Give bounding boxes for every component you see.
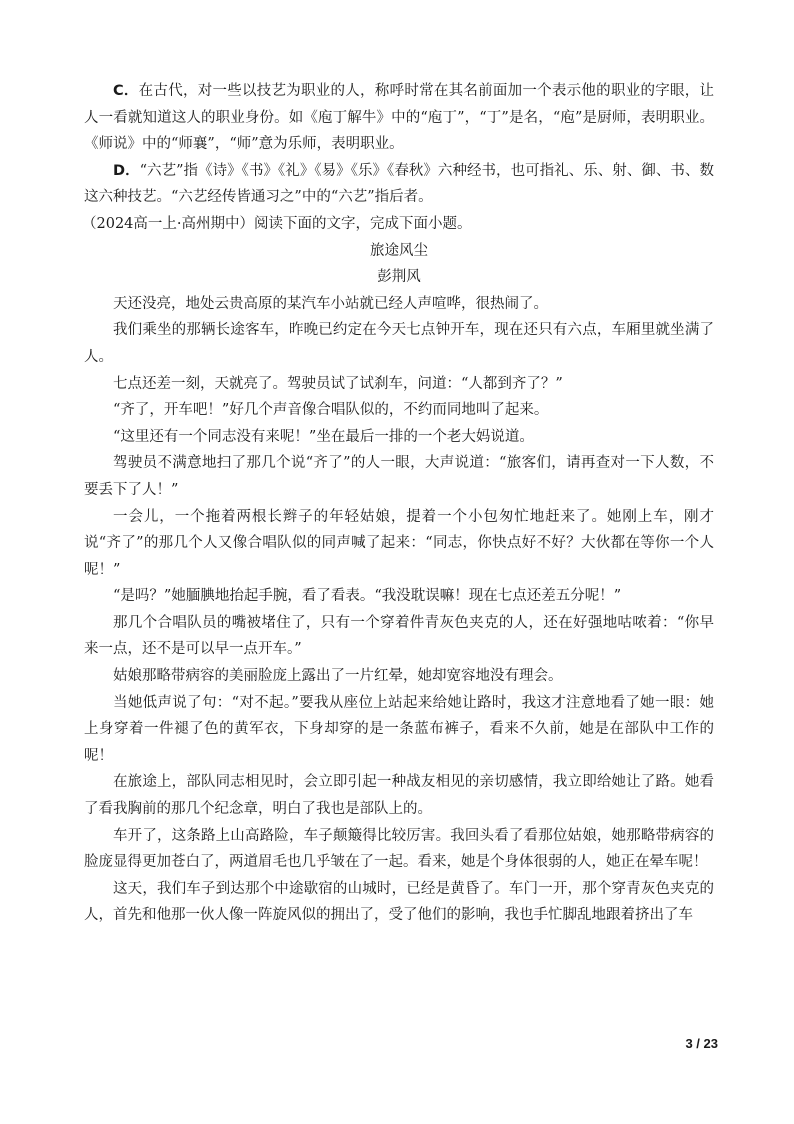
option-d xyxy=(84,158,714,211)
article-paragraph: “这里还有一个同志没有来呢！”坐在最后一排的一个老大妈说道。 xyxy=(113,428,534,445)
article-paragraph: 驾驶员不满意地扫了那几个说“齐了”的人一眼，大声说道：“旅客们，请再查对一下人数，不要丢下了人！” xyxy=(84,455,714,498)
article-title: 旅途风尘 xyxy=(370,242,428,259)
article-paragraph: 我们乘坐的那辆长途客车，昨晚已约定在今天七点钟开车，现在还只有六点，车厢里就坐满了人。 xyxy=(84,322,714,365)
option-c-label: C． xyxy=(113,83,139,99)
article-paragraph: 车开了，这条路上山高路险，车子颠簸得比较厉害。我回头看了看那位姑娘，她那略带病容的脸庞显得更加苍白了，两道眉毛也几乎皱在了一起。看来，她是个身体很弱的人，她正在晕车呢！ xyxy=(84,827,714,871)
question-source-note: （2024高一上·高州期中）阅读下面的文字，完成下面小题。 xyxy=(82,215,472,232)
option-d-text: “六艺”指《诗》《书》《礼》《易》《乐》《春秋》六种经书，也可指礼、乐、射、御、书、数这六种技艺。“六艺经传皆通习之”中的“六艺”指后者。 xyxy=(84,162,714,206)
page-number: 3 / 23 xyxy=(685,1036,718,1051)
article-paragraph: 那几个合唱队员的嘴被堵住了，只有一个穿着件青灰色夹克的人，还在好强地咕哝着：“你早来一点，还不是可以早一点开车。” xyxy=(84,614,714,658)
article-paragraph: 七点还差一刻，天就亮了。驾驶员试了试刹车，问道：“人都到齐了？” xyxy=(113,375,563,392)
article-paragraph: 姑娘那略带病容的美丽脸庞上露出了一片红晕，她却宽容地没有理会。 xyxy=(113,668,563,685)
article-paragraph: “是吗？”她腼腆地抬起手腕，看了看表。“我没耽误嘛！现在七点还差五分呢！” xyxy=(113,588,622,605)
article-paragraph: 一会儿，一个拖着两根长辫子的年轻姑娘，提着一个小包匆忙地赶来了。她刚上车，刚才说“齐了”的那几个人又像合唱队似的同声喊了起来：“同志，你快点好不好？大伙都在等你一个人呢！” xyxy=(84,508,714,578)
option-d-label: D． xyxy=(113,162,140,179)
article-paragraph: 在旅途上，部队同志相见时，会立即引起一种战友相见的亲切感情，我立即给她让了路。她看了看我胸前的那几个纪念章，明白了我也是部队上的。 xyxy=(84,774,714,818)
article-paragraph: 这天，我们车子到达那个中途歇宿的山城时，已经是黄昏了。车门一开，那个穿青灰色夹克的人，首先和他那一伙人像一阵旋风似的拥出了，受了他们的影响，我也手忙脚乱地跟着挤出了车 xyxy=(84,880,714,924)
article-paragraph: 天还没亮，地处云贵高原的某汽车小站就已经人声喧哗，很热闹了。 xyxy=(113,295,548,312)
option-c xyxy=(84,78,714,158)
article-paragraph: “齐了，开车吧！”好几个声音像合唱队似的，不约而同地叫了起来。 xyxy=(113,402,549,419)
article-paragraph: 当她低声说了句：“对不起。”要我从座位上站起来给她让路时，我这才注意地看了她一眼：她上身穿着一件褪了色的黄军衣，下身却穿的是一条蓝布裤子，看来不久前，她是在部队中工作的呢！ xyxy=(84,694,714,764)
article-author: 彭荆风 xyxy=(377,269,421,286)
option-c-text: 在古代，对一些以技艺为职业的人，称呼时常在其名前面加一个表示他的职业的字眼，让人一看就知道这人的职业身份。如《庖丁解牛》中的“庖丁”，“丁”是名，“庖”是厨师，表明职业。《师说》中的“师襄”，“师”意为乐师，表明职业。 xyxy=(84,83,714,153)
page-content xyxy=(84,78,714,929)
